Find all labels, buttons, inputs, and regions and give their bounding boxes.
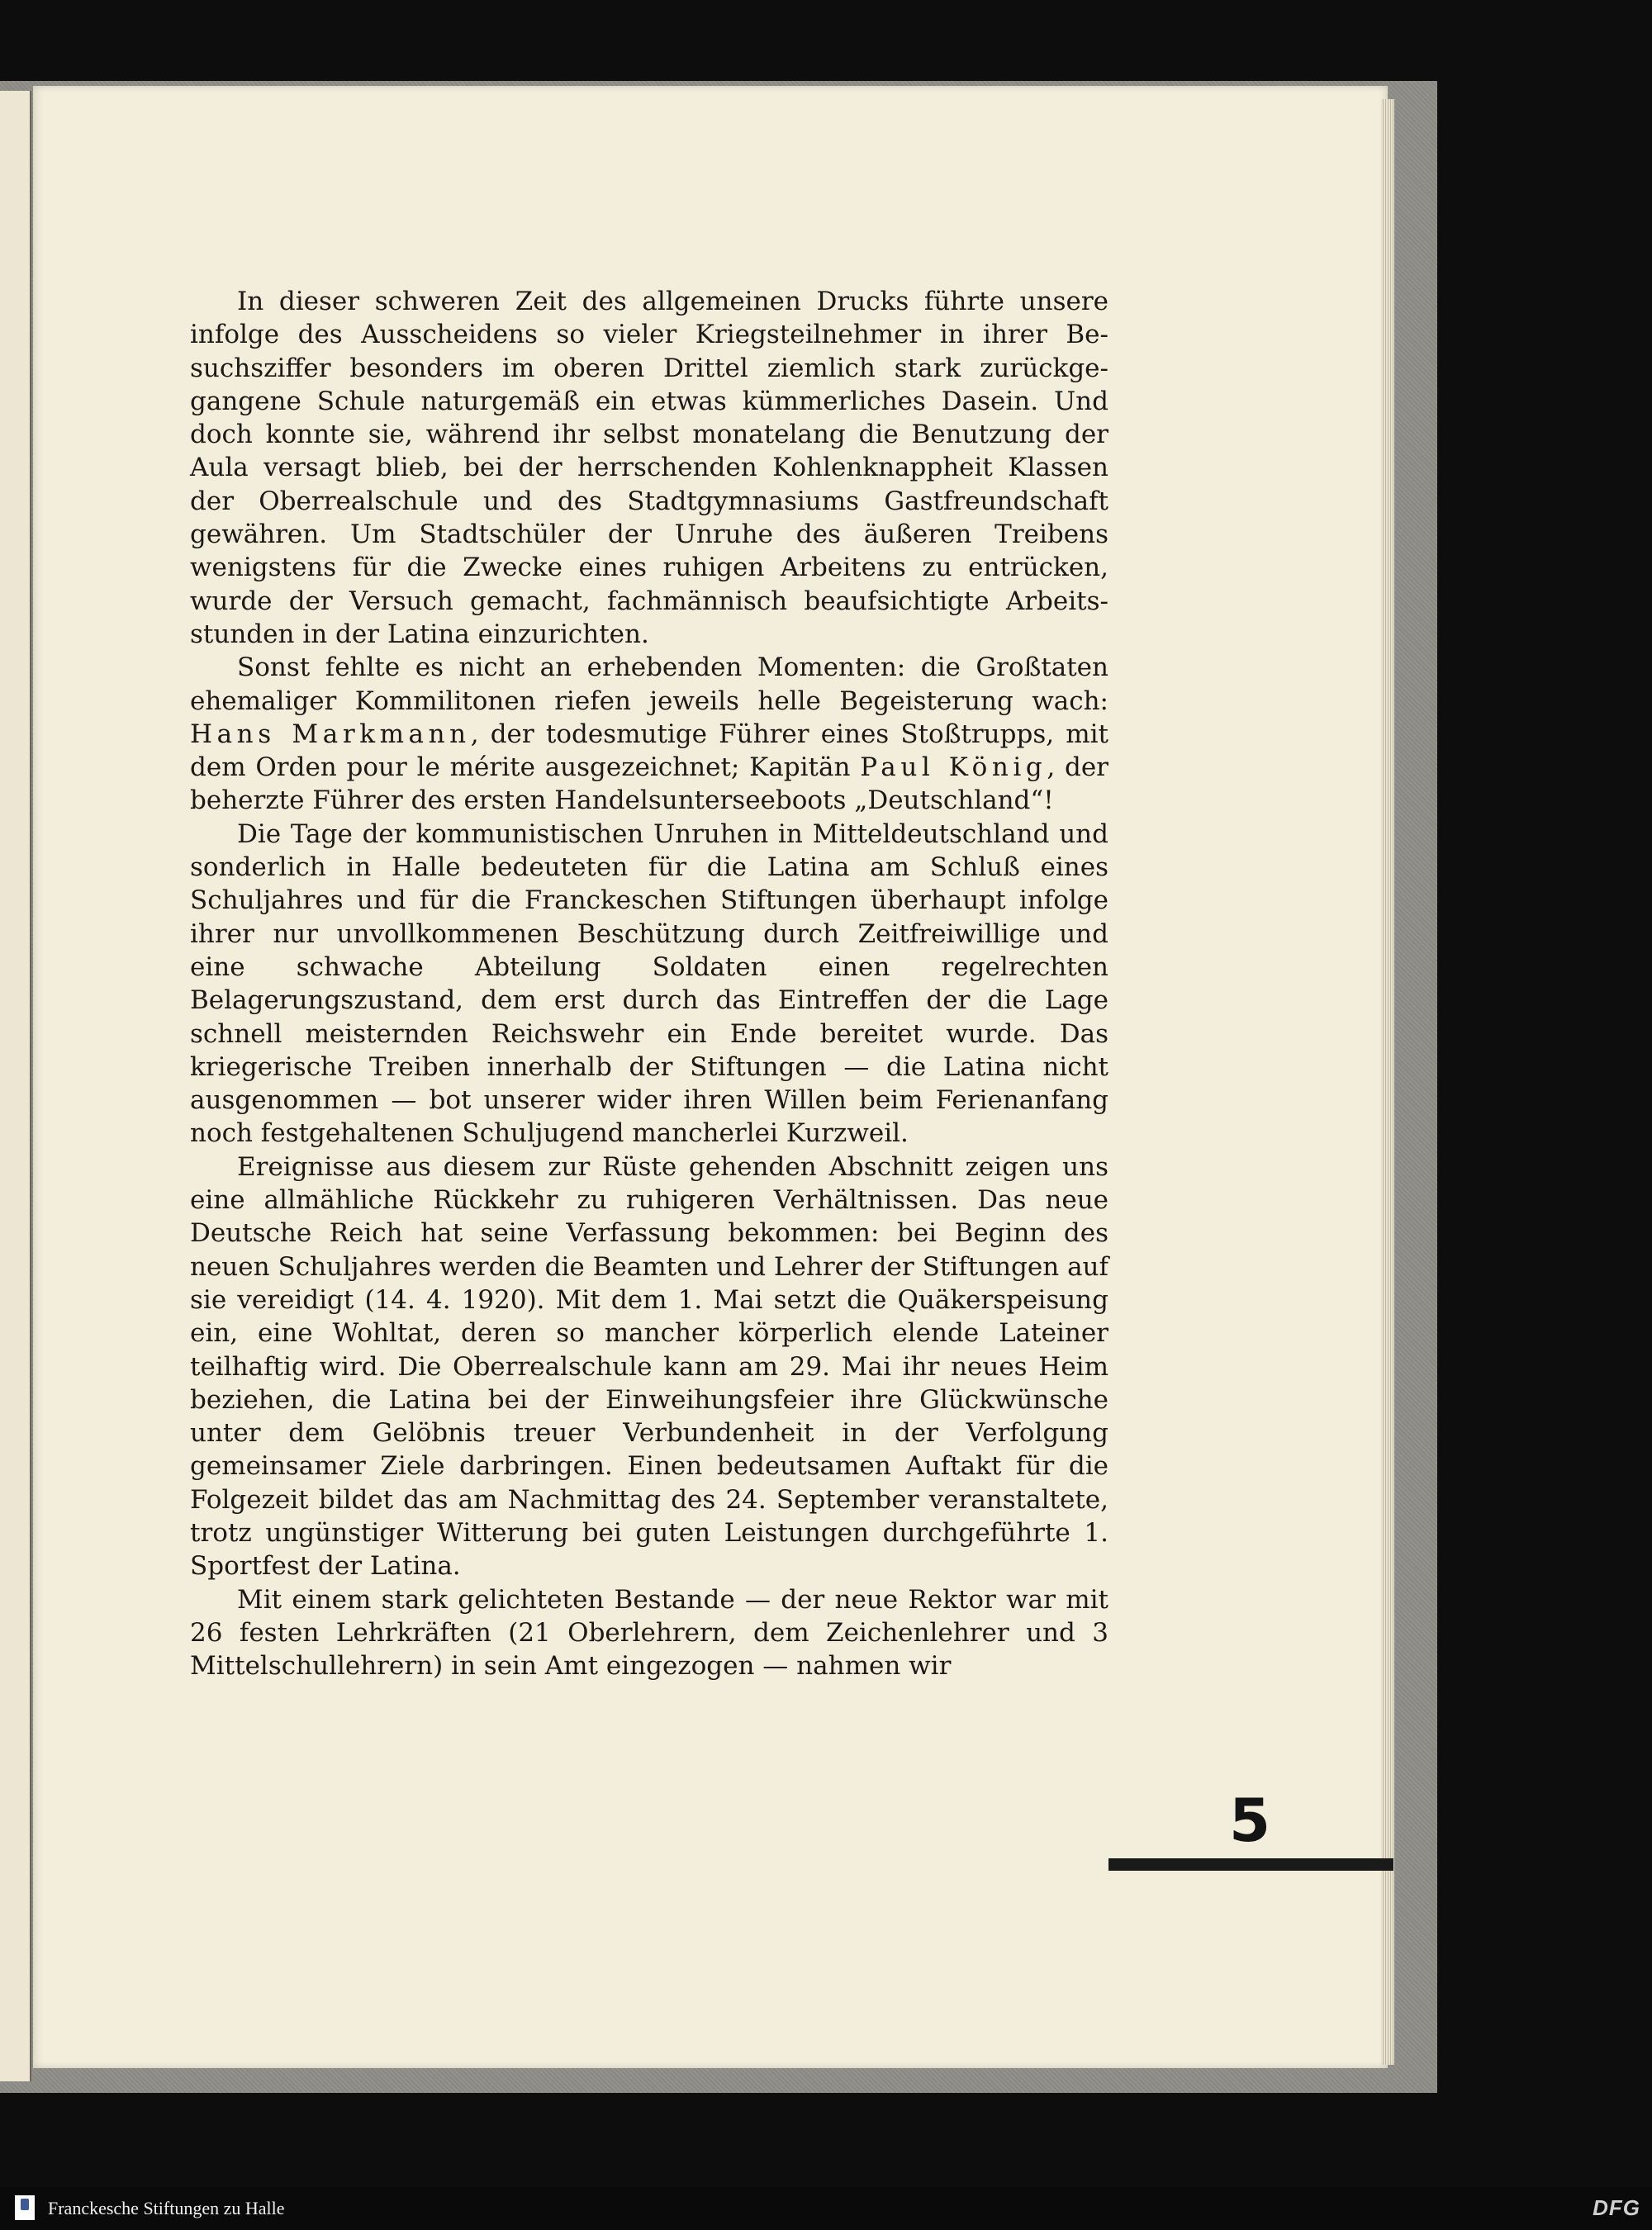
text-run: , der beherzte Führer des ersten Handelsunterseeboots „Deutschland“! — [190, 752, 1108, 816]
paragraph — [190, 1583, 1108, 1683]
name-emphasis: Hans Markmann — [190, 719, 471, 749]
page-number-rule — [1108, 1858, 1393, 1871]
previous-page-edge — [0, 91, 31, 2081]
page-stack-edge — [1381, 99, 1394, 2065]
text-run: Ereignisse aus diesem zur Rüste gehenden Abschnitt zeigen uns eine allmähliche Rückkehr zu ruhigeren Verhältnissen. Das neue Deutsche Reich hat seine Verfassung bekommen: bei Beginn des neuen Schuljahres werden die Beamten und Lehrer der Stiftungen auf sie vereidigt (14. 4. 1920). Mit dem 1. Mai setzt die Quäkerspeisung ein, eine Wohltat, deren so mancher körperlich elende Lateiner teilhaftig wird. Die Oberrealschule kann am 29. Mai ihr neues Heim beziehen, die Latina bei der Einweihungsfeier ihre Glückwünsche unter dem Gelöbnis treuer Verbundenheit in der Verfolgung gemeinsamer Ziele darbringen. Einen bedeutsamen Auftakt für die Folgezeit bildet das am Nachmittag des 24. September veranstaltete, trotz ungünstiger Witterung bei guten Leistungen durchgeführte 1. Sportfest der Latina. — [190, 1151, 1108, 1582]
text-run: Die Tage der kommunistischen Unruhen in Mitteldeutschland und sonderlich in Halle bedeuteten für die Latina am Schluß eines Schuljahres und für die Franckeschen Stiftungen überhaupt infolge ihrer nur unvollkommenen Beschützung durch Zeitfreiwillige und eine schwache Abteilung Soldaten einen regelrechten Belagerungszustand, dem erst durch das Eintreffen der die Lage schnell meisternden Reichswehr ein Ende bereitet wurde. Das kriegerische Treiben innerhalb der Stiftungen — die Latina nicht ausgenommen — bot unserer wider ihren Willen beim Ferienanfang noch festgehaltenen Schuljugend mancherlei Kurzweil. — [190, 818, 1108, 1149]
text-run: In dieser schweren Zeit des allgemeinen Drucks führte unsere infolge des Ausscheidens so vieler Kriegsteilnehmer in ihrer Besuchsziffer besonders im oberen Drittel ziemlich stark zurückgegangene Schule naturgemäß ein etwas kümmerliches Dasein. Und doch konnte sie, während ihr selbst monatelang die Benutzung der Aula versagt blieb, bei der herrschenden Kohlenknappheit Klassen der Oberrealschule und des Stadtgymnasiums Gastfreundschaft gewähren. Um Stadtschüler der Unruhe des äußeren Treibens wenigstens für die Zwecke eines ruhigen Arbeitens zu entrücken, wurde der Versuch gemacht, fachmännisch beaufsichtigte Arbeitsstunden in der Latina einzurichten. — [190, 287, 1108, 649]
footer-sponsor-logo: DFG — [1593, 2195, 1640, 2220]
name-emphasis: Paul König — [860, 752, 1047, 783]
paragraph — [190, 285, 1108, 651]
text-run: Mit einem stark gelichteten Bestande — der neue Rektor war mit 26 festen Lehrkräften (21 Oberlehrern, dem Zeichenlehrer und 3 Mittelschullehrern) in sein Amt eingezogen — nahmen wir — [190, 1584, 1108, 1682]
text-run: , der todesmutige Führer eines Stoßtrupps, mit dem Orden — [190, 719, 1109, 783]
text-run: Sonst fehlte es nicht an erhebenden Momenten: die Großtaten ehemaliger Kommilitonen riefen jeweils helle Begeisterung wach: — [190, 652, 1108, 716]
foreign-phrase: pour le mérite — [346, 752, 535, 783]
footer-institution: Franckesche Stiftungen zu Halle — [48, 2198, 285, 2218]
footer-bar — [0, 2187, 1652, 2230]
paragraph — [190, 1151, 1108, 1583]
body-text — [190, 285, 1108, 1682]
institution-logo-icon — [15, 2195, 35, 2220]
text-run: ausgezeichnet; Kapitän — [534, 752, 861, 783]
paragraph — [190, 818, 1108, 1151]
page-number: 5 — [1229, 1786, 1271, 1855]
paragraph — [190, 651, 1108, 817]
